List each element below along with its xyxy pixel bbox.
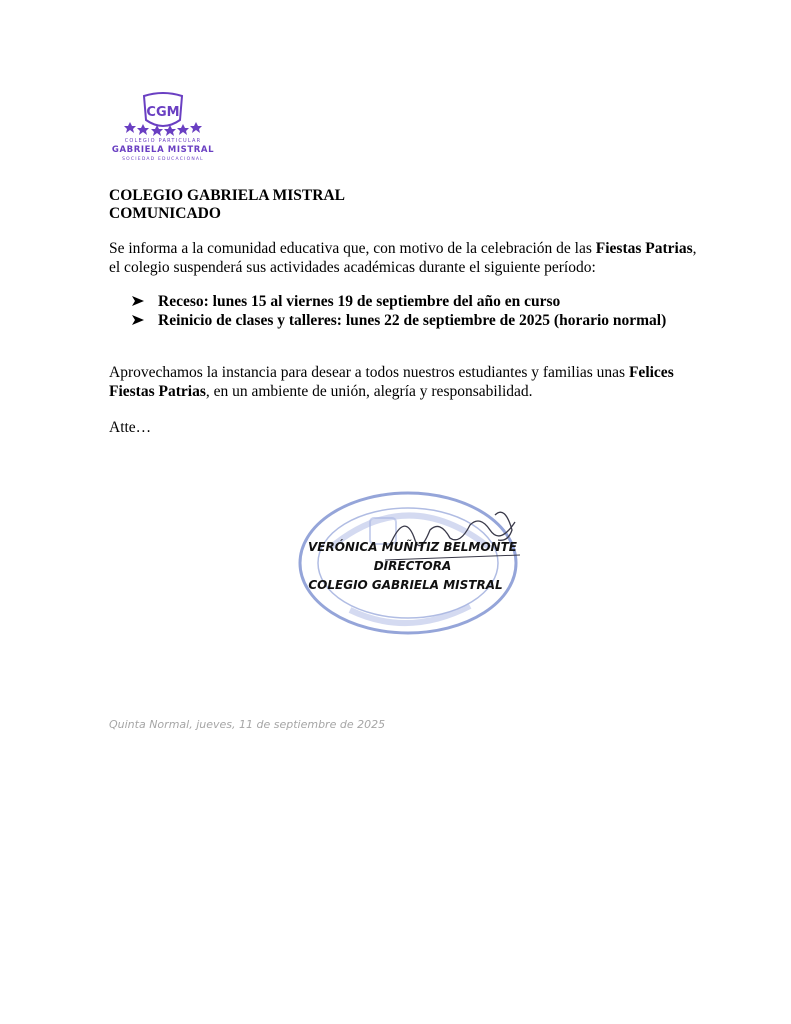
- signer-school: COLEGIO GABRIELA MISTRAL: [308, 578, 503, 592]
- closing-text-b: , en un ambiente de unión, alegría y responsabilidad.: [205, 382, 533, 400]
- school-logo: [108, 92, 218, 166]
- signer-role: DIRECTORA: [373, 559, 452, 573]
- sign-off: Atte…: [109, 419, 152, 436]
- place-date: Quinta Normal, jueves, 11 de septiembre de 2025: [109, 718, 386, 731]
- list-item: [131, 292, 666, 311]
- closing-paragraph: [109, 364, 709, 401]
- logo-line-3: SOCIEDAD EDUCACIONAL: [122, 157, 204, 162]
- school-name: COLEGIO GABRIELA MISTRAL: [109, 187, 345, 204]
- schedule-list: [131, 292, 666, 330]
- bullet-text: Reinicio de clases y talleres: lunes 22 de septiembre de 2025 (horario normal): [158, 312, 667, 329]
- signer-name: VERÓNICA MUÑITIZ BELMONTE: [308, 540, 517, 554]
- intro-text-a: Se informa a la comunidad educativa que, con motivo de la celebración de las: [109, 240, 596, 257]
- closing-text-a: Aprovechamos la instancia para desear a todos nuestros estudiantes y familias unas: [109, 364, 629, 381]
- intro-bold: Fiestas Patrias: [595, 240, 693, 257]
- list-item: [131, 311, 666, 330]
- arrow-bullet-icon: [131, 295, 145, 307]
- bullet-text: Receso: lunes 15 al viernes 19 de septiembre del año en curso: [158, 293, 561, 310]
- logo-emblem-icon: [108, 92, 218, 138]
- arrow-bullet-icon: [131, 314, 145, 326]
- document-heading: [109, 187, 345, 223]
- svg-text:CGM: CGM: [146, 105, 180, 120]
- closing-bold: Felices Fiestas Patrias: [109, 364, 674, 400]
- intro-paragraph: [109, 240, 709, 277]
- intro-text-b: , el colegio suspenderá sus actividades académicas durante el siguiente período:: [109, 240, 697, 276]
- logo-line-2: GABRIELA MISTRAL: [111, 145, 215, 155]
- document-type: COMUNICADO: [109, 205, 221, 222]
- logo-line-1: COLEGIO PARTICULAR: [124, 138, 202, 144]
